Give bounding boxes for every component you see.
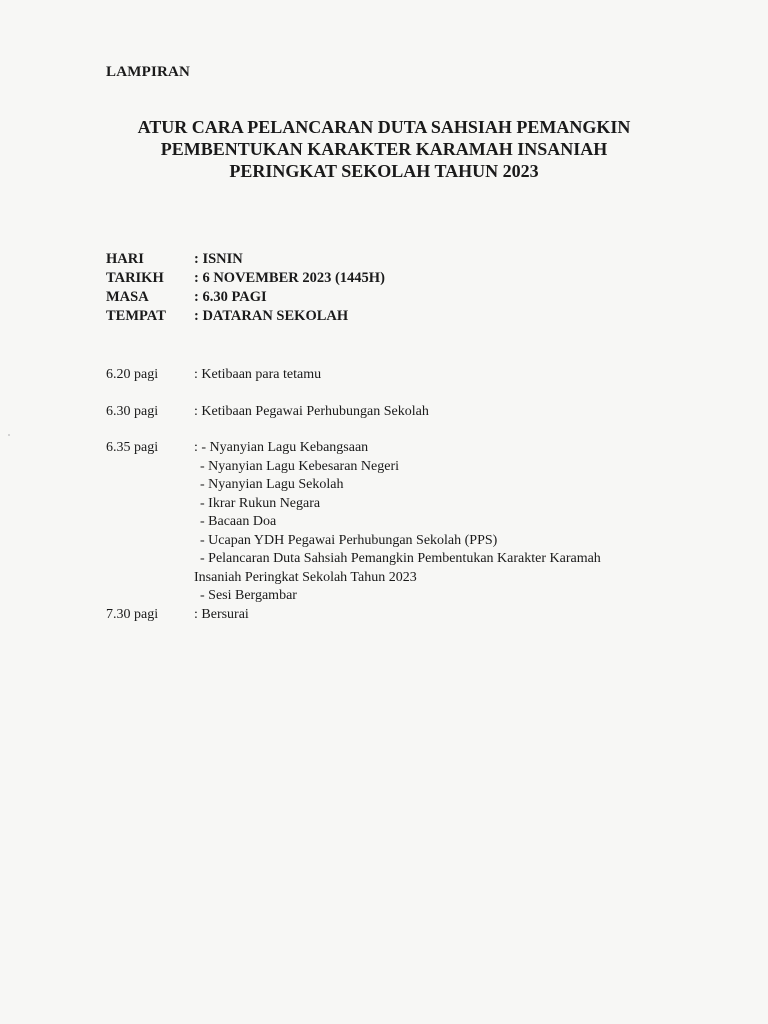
- lampiran-label: LAMPIRAN: [106, 64, 191, 80]
- schedule-time: 6.35 pagi: [106, 440, 159, 455]
- schedule-item-program: [106, 439, 601, 606]
- info-label: TARIKH: [106, 270, 164, 286]
- info-row-tempat: [106, 307, 385, 326]
- schedule-time: 6.20 pagi: [106, 367, 159, 382]
- info-value: : DATARAN SEKOLAH: [194, 308, 349, 324]
- info-value: : 6 NOVEMBER 2023 (1445H): [194, 270, 385, 286]
- program-item: - Nyanyian Lagu Sekolah: [200, 477, 344, 492]
- program-list: [194, 439, 601, 606]
- program-item: - Ucapan YDH Pegawai Perhubungan Sekolah (PPS): [200, 532, 498, 548]
- program-item: : - Nyanyian Lagu Kebangsaan: [194, 440, 369, 455]
- schedule-time: 6.30 pagi: [106, 403, 159, 419]
- scan-speck: [8, 434, 10, 436]
- document-title: [60, 116, 708, 182]
- info-label: TEMPAT: [106, 308, 166, 324]
- schedule-desc: : Bersurai: [194, 606, 249, 622]
- schedule: [106, 366, 601, 624]
- program-item: - Pelancaran Duta Sahsiah Pemangkin Pembentukan Karakter Karamah: [200, 551, 601, 566]
- info-value: : ISNIN: [194, 251, 243, 267]
- schedule-desc: : Ketibaan Pegawai Perhubungan Sekolah: [194, 403, 429, 419]
- info-row-tarikh: [106, 269, 385, 288]
- schedule-item: [106, 403, 601, 422]
- event-info: [106, 250, 385, 326]
- program-item: - Bacaan Doa: [200, 514, 277, 529]
- program-item: - Ikrar Rukun Negara: [200, 495, 321, 511]
- schedule-time: 7.30 pagi: [106, 606, 159, 622]
- info-value: : 6.30 PAGI: [194, 289, 267, 305]
- info-row-masa: [106, 288, 385, 307]
- program-item: - Nyanyian Lagu Kebesaran Negeri: [200, 458, 400, 474]
- program-item-continuation: Insaniah Peringkat Sekolah Tahun 2023: [194, 569, 417, 585]
- title-line-2: PEMBENTUKAN KARAKTER KARAMAH INSANIAH: [160, 139, 608, 159]
- program-item: - Sesi Bergambar: [200, 588, 297, 603]
- schedule-desc: : Ketibaan para tetamu: [194, 367, 322, 382]
- info-label: MASA: [106, 289, 149, 305]
- info-label: HARI: [106, 251, 144, 267]
- schedule-item: [106, 366, 601, 385]
- title-line-3: PERINGKAT SEKOLAH TAHUN 2023: [229, 161, 539, 181]
- info-row-hari: [106, 250, 385, 269]
- title-line-1: ATUR CARA PELANCARAN DUTA SAHSIAH PEMANGKIN: [137, 117, 631, 137]
- schedule-item: [106, 606, 601, 625]
